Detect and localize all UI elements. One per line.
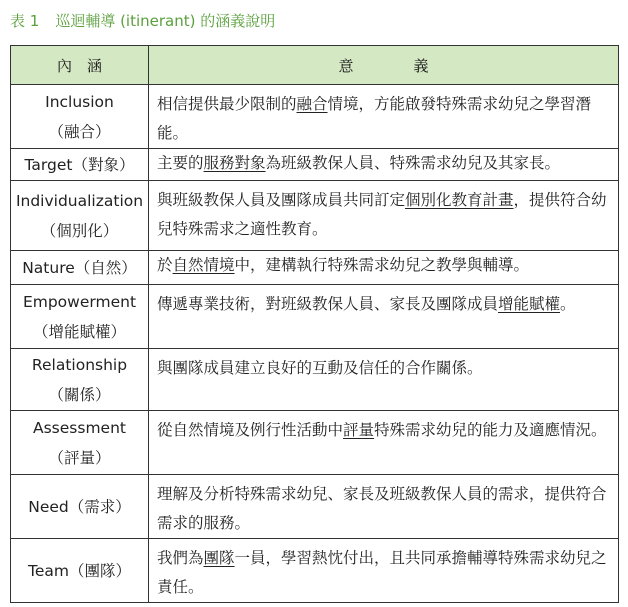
term-chinese: （個別化）	[40, 221, 119, 240]
meaning-text: 與班級教保人員及團隊成員共同訂定	[157, 191, 406, 209]
term-chinese: （評量）	[48, 448, 111, 467]
meaning-cell	[149, 349, 619, 411]
meaning-cell	[149, 149, 619, 181]
header-connotation: 內 涵	[11, 46, 149, 85]
connotation-cell	[11, 411, 149, 475]
meaning-text: 我們為	[157, 549, 204, 567]
meaning-text: 情境，方能啟發特殊需求幼兒之學習潛能。	[157, 95, 592, 142]
table-row	[11, 349, 619, 411]
meaning-text: 一員，學習熱忱付出，且共同承擔輔導特殊需求幼兒之責任。	[157, 549, 607, 596]
term-chinese: （關係）	[48, 385, 111, 404]
connotation-cell	[11, 285, 149, 349]
table-header-row	[11, 46, 619, 85]
connotation-cell	[11, 349, 149, 411]
term-chinese: （需求）	[68, 497, 131, 516]
term-chinese: （對象）	[72, 155, 135, 174]
meaning-text: 相信提供最少限制的	[157, 95, 297, 113]
term-chinese: （增能賦權）	[32, 322, 126, 341]
meaning-cell	[149, 411, 619, 475]
meaning-text: 傳遞專業技術，對班級教保人員、家長及團隊成員	[157, 295, 499, 313]
meaning-text: 中，建構執行特殊需求幼兒之教學與輔導。	[234, 256, 530, 274]
connotation-cell	[11, 251, 149, 285]
meaning-cell	[149, 285, 619, 349]
connotation-cell	[11, 539, 149, 603]
term-english: Assessment	[33, 418, 126, 437]
meaning-cell	[149, 181, 619, 251]
underlined-key-term: 融合	[296, 95, 328, 113]
term-english: Individualization	[15, 191, 144, 210]
meaning-cell	[149, 251, 619, 285]
meaning-text: ，提供符合幼兒特殊需求之適性教育。	[157, 191, 607, 238]
underlined-key-term: 團隊	[203, 549, 235, 567]
meaning-text: 理解及分析特殊需求幼兒、家長及班級教保人員的需求，提供符合需求的服務。	[157, 485, 607, 532]
term-english: Inclusion	[45, 92, 114, 111]
underlined-key-term: 服務對象	[203, 154, 266, 172]
table-caption	[10, 8, 275, 34]
underlined-key-term: 評量	[343, 421, 375, 439]
table-number: 表 1	[10, 12, 40, 30]
underlined-key-term: 自然情境	[172, 256, 235, 274]
meaning-text: 。	[560, 295, 576, 313]
meaning-text: 為班級教保人員、特殊需求幼兒及其家長。	[265, 154, 561, 172]
term-english: Target	[24, 155, 73, 174]
underlined-key-term: 增能賦權	[498, 295, 561, 313]
term-english: Need	[28, 497, 69, 516]
term-chinese: （自然）	[74, 258, 137, 277]
table-row	[11, 475, 619, 539]
meaning-text: 從自然情境及例行性活動中	[157, 421, 344, 439]
term-chinese: （融合）	[48, 122, 111, 141]
meaning-text: 於	[157, 256, 173, 274]
meaning-cell	[149, 539, 619, 603]
table-row	[11, 539, 619, 603]
meaning-cell	[149, 475, 619, 539]
table-row	[11, 181, 619, 251]
meaning-text: 特殊需求幼兒的能力及適應情況。	[374, 421, 607, 439]
table-row	[11, 285, 619, 349]
table-row	[11, 149, 619, 181]
connotation-cell	[11, 85, 149, 149]
meaning-cell	[149, 85, 619, 149]
connotation-cell	[11, 181, 149, 251]
term-english: Empowerment	[22, 292, 137, 311]
table-title: 巡迴輔導 (itinerant) 的涵義說明	[55, 12, 276, 30]
term-chinese: （團隊）	[68, 561, 131, 580]
term-english: Team	[28, 561, 69, 580]
connotation-cell	[11, 149, 149, 181]
header-meaning: 意 義	[149, 46, 619, 85]
table-row	[11, 411, 619, 475]
term-english: Relationship	[31, 355, 128, 374]
connotation-cell	[11, 475, 149, 539]
table-row	[11, 85, 619, 149]
meaning-text: 與團隊成員建立良好的互動及信任的合作關係。	[157, 359, 483, 377]
underlined-key-term: 個別化教育計畫	[405, 191, 514, 209]
term-english: Nature	[22, 258, 75, 277]
meaning-table	[10, 45, 619, 603]
meaning-text: 主要的	[157, 154, 204, 172]
table-row	[11, 251, 619, 285]
